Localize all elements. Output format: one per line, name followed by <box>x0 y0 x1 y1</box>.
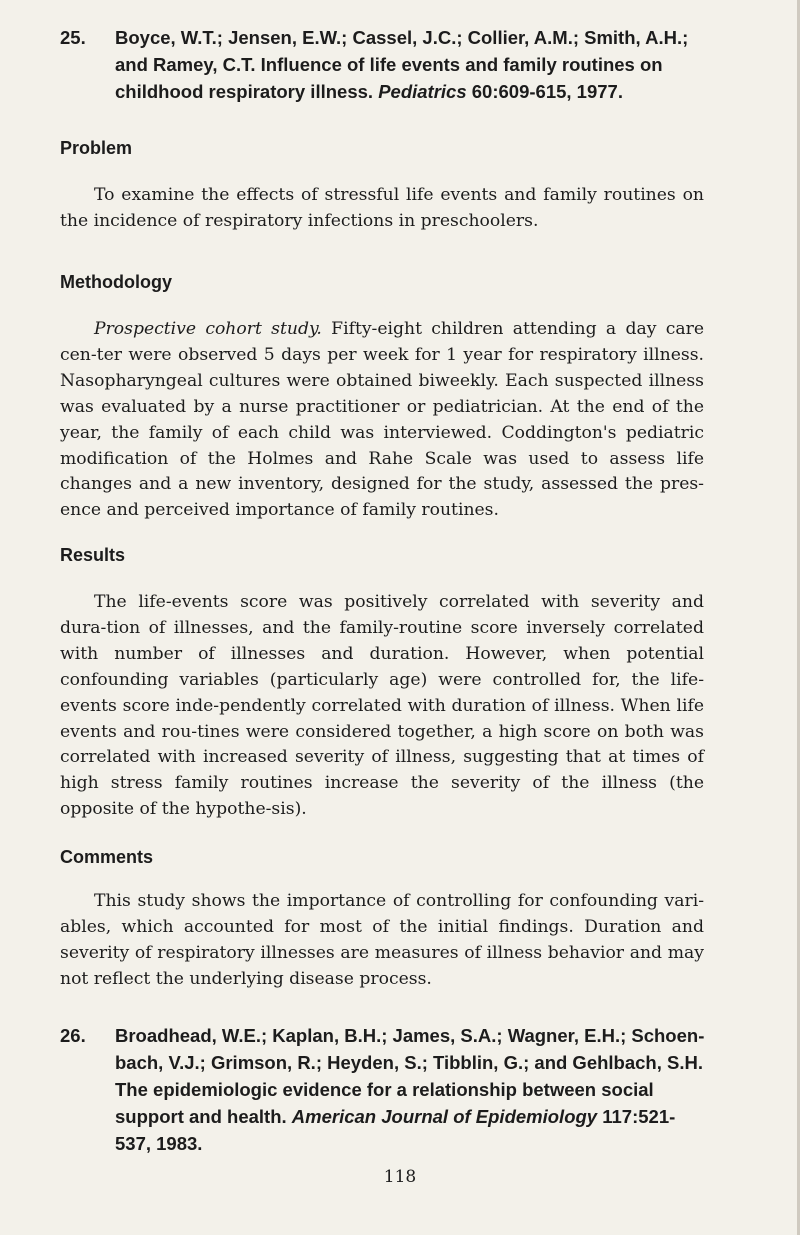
reference-authors: Broadhead, W.E.; Kaplan, B.H.; James, S.A.; Wagner, E.H.; Schoen-bach, V.J.; Grimson, R.; Heyden, S.; Tibblin, G.; and Gehlbach, S.H. <box>115 1025 705 1073</box>
study-design-label: Prospective cohort study. <box>94 319 322 339</box>
reference-number: 26. <box>60 1025 86 1046</box>
reference-number: 25. <box>60 27 86 48</box>
reference-journal: American Journal of Epidemiology <box>291 1106 598 1127</box>
page-number: 118 <box>383 1167 417 1187</box>
reference-citation <box>115 24 710 105</box>
reference-volume: 117:521-537, 1983. <box>115 1106 676 1154</box>
section-heading-comments: Comments <box>60 847 154 867</box>
section-text-problem: To examine the effects of stressful life events and family routines on the incidence of respiratory infections in preschoolers. <box>60 185 704 231</box>
methodology-body: Fifty-eight children attending a day care cen-ter were observed 5 days per week for 1 year for respiratory illness. Nasopharyngeal cultures were obtained biweekly. Each suspected illness was evaluated by a nurse practitioner or pediatrician. At the end of the year, the family of each child was interviewed. Coddington's pediatric modification of the Holmes and Rahe Scale was used to assess life changes and a new inventory, designed for the study, assessed the pres-ence and perceived importance of family routines. <box>60 319 704 521</box>
reference-title: Influence of life events and family routines on childhood respiratory illness. <box>115 54 663 102</box>
reference-citation <box>115 1022 710 1157</box>
section-text-comments: This study shows the importance of controlling for confounding vari-ables, which accounted for most of the initial findings. Duration and severity of respiratory illnesses are measures of illness behavior and may not reflect the underlying disease process. <box>60 891 704 989</box>
section-text-results: The life-events score was positively correlated with severity and dura-tion of illnesses, and the family-routine score inversely correlated with number of illnesses and duration. However, when potential confounding variables (particularly age) were controlled for, the life-events score inde-pendently correlated with duration of illness. When life events and rou-tines were considered together, a high score on both was correlated with increased severity of illness, suggesting that at times of high stress family routines increase the severity of the illness (the opposite of the hypothe-sis). <box>60 592 704 820</box>
section-heading-methodology: Methodology <box>60 272 172 292</box>
reference-entry <box>60 1022 710 1157</box>
section-heading-results: Results <box>60 545 126 565</box>
reference-entry <box>60 24 710 105</box>
reference-authors: Boyce, W.T.; Jensen, E.W.; Cassel, J.C.; Collier, A.M.; Smith, A.H.; and Ramey, C.T. <box>115 27 689 75</box>
section-text-methodology <box>60 317 704 524</box>
reference-title: The epidemiologic evidence for a relationship between social support and health. <box>115 1079 654 1127</box>
reference-volume: 60:609-615, 1977. <box>471 81 623 102</box>
section-heading-problem: Problem <box>60 138 133 158</box>
reference-journal: Pediatrics <box>378 81 467 102</box>
